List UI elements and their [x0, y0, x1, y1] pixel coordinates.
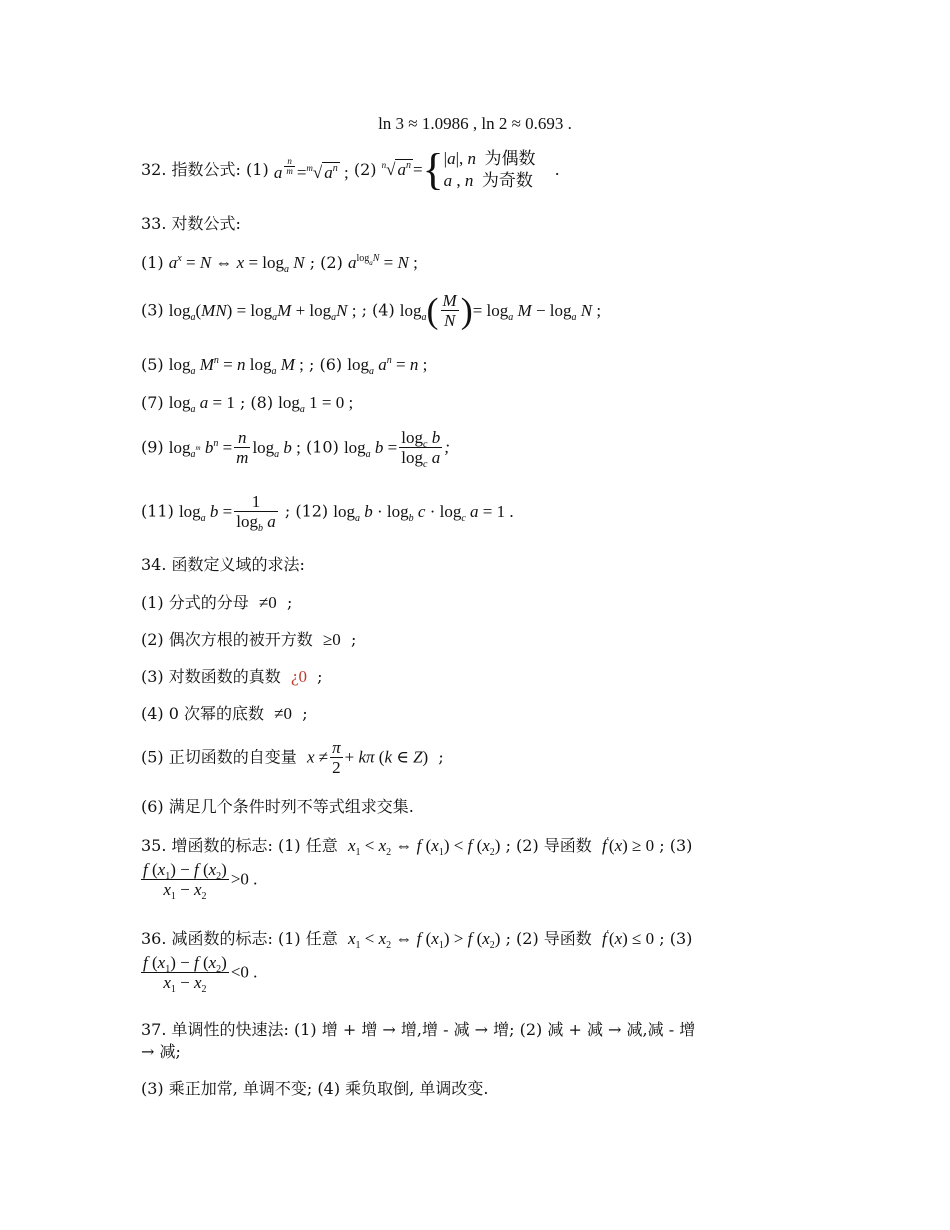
- cases-block: |a|, n 为偶数 a , n 为奇数: [443, 149, 536, 190]
- ln-values-line: ln 3 ≈ 1.0986 , ln 2 ≈ 0.693 .: [378, 114, 572, 133]
- s36-line-2: $\frac{f (x_1) - f (x_2)}{x_1 - x_2}$ <0 .: [143, 953, 258, 995]
- log-line-6: (11) $\log_a b$ = $\frac{1}{\log_b a}$ ; (12) $\log_a b \cdot \log_b c \cdot \log_c a = 1$ .: [141, 492, 514, 534]
- log-line-5: (9) $\log_{a^m} b^n$ = $\frac{n}{m}$ $\log_a b$ ; (10) $\log_a b$ = $\frac{\log_c b}{\log_c a}$ ;: [141, 428, 450, 470]
- s32-num: 32.: [141, 160, 167, 179]
- s32-title: 指数公式:: [171, 160, 241, 179]
- case-even: 为偶数: [484, 149, 536, 168]
- log-line-1: (1) $a^x = N$ ⇔ $x = \log_a N$ ; (2) $a^{log_aN} = N$ ;: [141, 253, 418, 275]
- s35-line-1: 35. 增函数的标志: (1) 任意 $x_1 < x_2$ ⇔ f $(x_1) < f$ $(x_2)$ ; (2) 导函数 f′(x) ≥ 0 ; (3): [141, 836, 693, 858]
- s32-p1: (1): [246, 160, 269, 179]
- log-line-3: (5) $\log_a M^n = n$ $\log_a M$ ; ; (6) $\log_a a^n = n$ ;: [141, 355, 428, 377]
- s36-line-1: 36. 减函数的标志: (1) 任意 $x_1 < x_2$ ⇔ f $(x_1) > f$ $(x_2)$ ; (2) 导函数 f′(x) ≤ 0 ; (3): [141, 929, 693, 951]
- exp-formula-1: a $^{\frac{n}{m}}$ =$^m$√ $a^n$ ;: [273, 156, 349, 182]
- s32-p2: (2): [353, 160, 377, 179]
- cases-brace: {: [422, 145, 444, 194]
- s37-line-2: → 减;: [141, 1042, 181, 1061]
- domain-item-1: (1) 分式的分母 ≠0 ;: [141, 593, 293, 612]
- domain-item-3: (3) 对数函数的真数 ¿0 ;: [141, 667, 323, 686]
- log-line-4: (7) $\log_a a = 1$ ; (8) $\log_a 1 = 0$ ;: [141, 393, 354, 415]
- domain-item-2: (2) 偶次方根的被开方数 ≥0 ;: [141, 630, 357, 649]
- section-32: 32. 指数公式: (1) a $^{\frac{n}{m}}$ =$^m$√ $a^n$ ; (2) $^n$√ $a^n$ ={ |a|, n 为偶数 a , n 为奇数 .: [141, 145, 560, 194]
- log-line-2: (3) $\log_a(MN) = \log_aM + \log_aN$ ; ; (4) $\log_a$( $\frac{M}{N}$ )= $\log_a M - \log_a N$ ;: [141, 290, 602, 331]
- domain-item-6: (6) 满足几个条件时列不等式组求交集.: [141, 797, 414, 816]
- case-odd: 为奇数: [481, 171, 533, 190]
- domain-item-5: (5) 正切函数的自变量 x ≠ $\frac{\pi}{2}$ + kπ (k ∈ Z) ;: [141, 738, 444, 777]
- s33-title: 33. 对数公式:: [141, 214, 241, 233]
- exp-formula-2: $^n$√ $a^n$ =: [381, 160, 423, 179]
- s37-line-3: (3) 乘正加常, 单调不变; (4) 乘负取倒, 单调改变.: [141, 1079, 489, 1098]
- s35-line-2: $\frac{f (x_1) - f (x_2)}{x_1 - x_2}$ >0 .: [143, 860, 258, 902]
- domain-item-4: (4) 0 次幂的底数 ≠0 ;: [141, 704, 308, 723]
- s34-title: 34. 函数定义域的求法:: [141, 555, 305, 574]
- s37-line-1: 37. 单调性的快速法: (1) 增 + 增 → 增,增 - 减 → 增; (2) 减 + 减 → 减,减 - 增: [141, 1020, 696, 1039]
